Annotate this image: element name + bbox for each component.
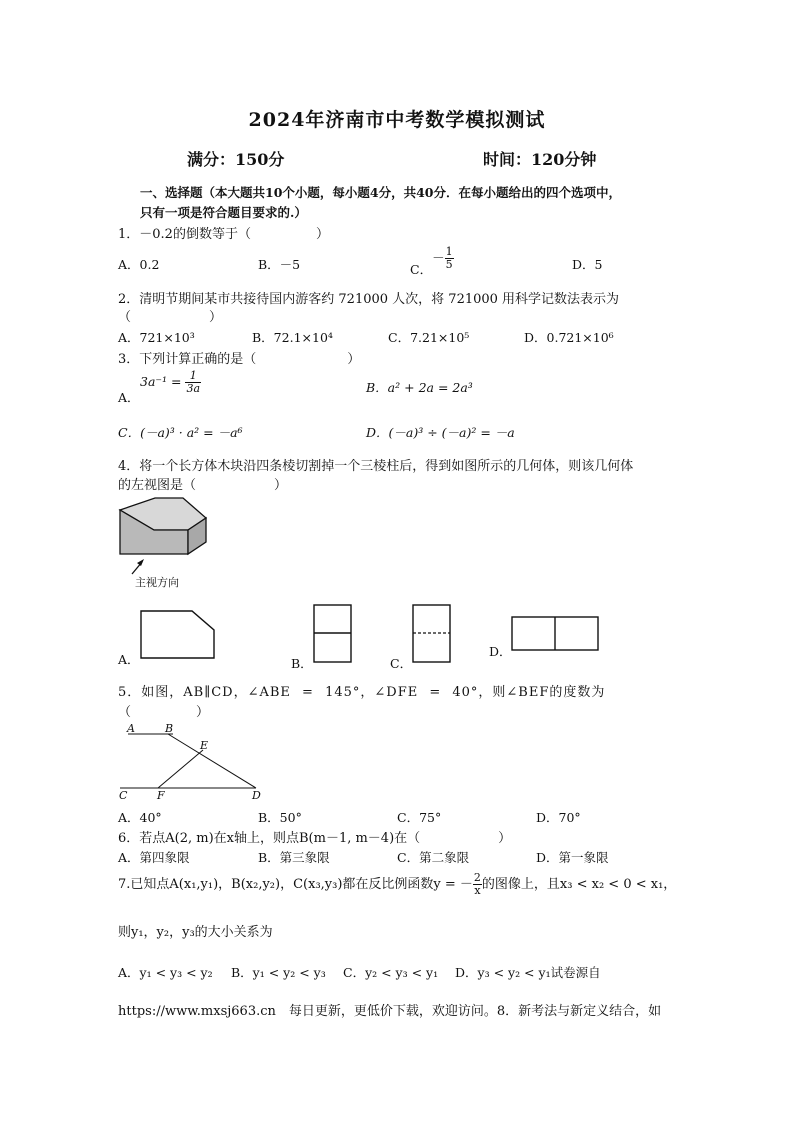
q1-option-c-fraction <box>445 246 454 271</box>
q7-stem-line2: 则y₁，y₂，y₃的大小关系为 <box>118 925 273 940</box>
q5-paren: （ ） <box>118 705 210 720</box>
q3-option-d: D．(－a)³ ÷ (－a)² = －a <box>366 425 515 440</box>
q3-a-denominator: 3a <box>186 382 201 395</box>
q1-c-denominator: 5 <box>445 258 453 271</box>
full-score: 满分：150分 <box>187 150 285 169</box>
q3-option-a-label: A． <box>118 390 140 405</box>
section-header-line1: 一、选择题（本大题共10个小题，每小题4分，共40分．在每小题给出的四个选项中， <box>140 185 621 200</box>
q5-label-f: F <box>157 789 165 802</box>
q5-label-a: A <box>127 722 135 735</box>
exam-time: 时间：120分钟 <box>483 150 597 169</box>
q1-option-d: D．5 <box>572 257 603 272</box>
q4-option-b-figure <box>313 604 353 664</box>
q5-label-c: C <box>119 789 128 802</box>
q4-option-b-label: B． <box>291 656 313 671</box>
q7-stem <box>118 872 676 897</box>
q2-option-d: D．0.721×10⁶ <box>524 330 614 345</box>
q7-option-d: D．y₃ < y₂ < y₁试卷源自 <box>455 965 601 980</box>
q5-geometry-figure <box>118 722 268 802</box>
q4-option-d-figure <box>511 616 601 652</box>
q3-a-fraction <box>185 370 201 395</box>
q2-option-b: B．72.1×10⁴ <box>252 330 333 345</box>
q2-option-c: C．7.21×10⁵ <box>388 330 470 345</box>
q3-option-b: B．a² + 2a = 2a³ <box>366 380 473 395</box>
q7-fraction-denominator: x <box>474 884 481 897</box>
q3-stem: 3．下列计算正确的是（ ） <box>118 352 361 367</box>
footer-source-line: https://www.mxsj663.cn 每日更新，更低价下载，欢迎访问。8．新考法与新定义结合，如 <box>118 1004 662 1019</box>
section-header-line2: 只有一项是符合题目要求的.） <box>140 205 307 220</box>
q5-option-a: A．40° <box>118 810 162 825</box>
q5-option-b: B．50° <box>258 810 302 825</box>
q2-option-a: A．721×10³ <box>118 330 195 345</box>
q4-option-d-label: D． <box>489 644 512 659</box>
q6-option-d: D．第一象限 <box>536 850 609 865</box>
q4-option-c-figure <box>412 604 452 664</box>
q3-option-c: C．(－a)³ · a² = －a⁶ <box>118 425 243 440</box>
q7-option-b: B．y₁ < y₂ < y₃ <box>231 965 326 980</box>
q7-option-a: A．y₁ < y₃ < y₂ <box>118 965 213 980</box>
q2-paren: （ ） <box>118 310 223 325</box>
q4-stem-line1: 4．将一个长方体木块沿四条棱切割掉一个三棱柱后，得到如图所示的几何体，则该几何体 <box>118 459 634 474</box>
q6-stem: 6．若点A(2, m)在x轴上，则点B(m－1, m－4)在（ ） <box>118 831 512 846</box>
q4-option-a-label: A． <box>118 652 140 667</box>
q3-option-a <box>140 370 201 395</box>
page-title: 2024年济南市中考数学模拟测试 <box>248 109 546 131</box>
q5-stem: 5．如图，AB∥CD，∠ABE = 145°，∠DFE = 40°，则∠BEF的度数为 <box>118 685 606 700</box>
q7-fraction <box>473 872 482 897</box>
q1-c-numerator: 1 <box>445 245 453 258</box>
q5-option-d: D．70° <box>536 810 581 825</box>
q1-stem: 1．－0.2的倒数等于（ ） <box>118 227 329 242</box>
q2-stem: 2．清明节期间某市共接待国内游客约 721000 人次，将 721000 用科学记数法表示为 <box>118 292 620 307</box>
q7-option-c: C．y₂ < y₃ < y₁ <box>343 965 439 980</box>
q1-option-b: B．－5 <box>258 257 301 272</box>
q7-stem-part2: 的图像上，且x₃ < x₂ < 0 < x₁， <box>481 877 677 892</box>
q4-view-direction-caption: 主视方向 <box>135 576 179 589</box>
q1-option-c <box>410 245 454 277</box>
q4-option-a-figure <box>140 610 216 660</box>
q3-a-expression: 3a⁻¹ = <box>140 374 182 389</box>
q6-option-b: B．第三象限 <box>258 850 330 865</box>
q1-option-c-label: C． <box>410 262 433 277</box>
q5-label-d: D <box>252 789 261 802</box>
q5-label-e: E <box>200 739 209 752</box>
q6-option-c: C．第二象限 <box>397 850 470 865</box>
q3-a-numerator: 1 <box>185 370 201 383</box>
q4-stem-line2: 的左视图是（ ） <box>118 478 288 493</box>
q5-label-b: B <box>165 722 174 735</box>
q5-option-c: C．75° <box>397 810 442 825</box>
q1-option-a: A．0.2 <box>118 257 160 272</box>
q1-option-c-sign: － <box>432 250 445 265</box>
q7-fraction-numerator: 2 <box>473 871 481 884</box>
q4-solid-figure <box>118 496 213 586</box>
q4-option-c-label: C． <box>390 656 413 671</box>
q7-stem-part1: 7.已知点A(x₁,y₁)，B(x₂,y₂)，C(x₃,y₃)都在反比例函数y = － <box>118 877 473 892</box>
q6-option-a: A．第四象限 <box>118 850 190 865</box>
